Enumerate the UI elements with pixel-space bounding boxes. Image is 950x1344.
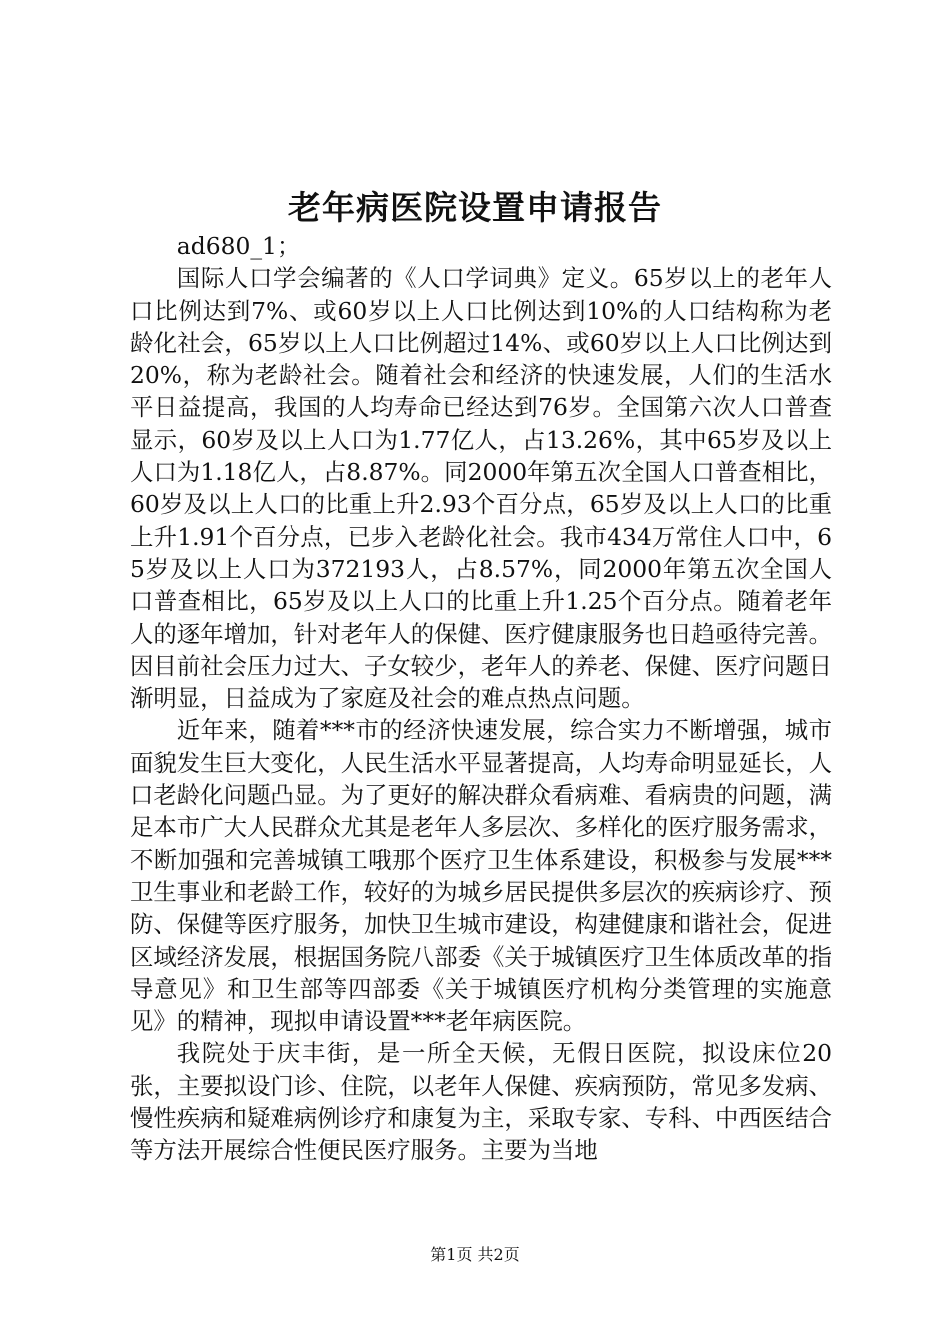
document-title: 老年病医院设置申请报告 [288,188,662,227]
document-body [130,230,832,1167]
paragraph-3: 我院处于庆丰街，是一所全天候，无假日医院，拟设床位20张，主要拟设门诊、住院，以老年人保健、疾病预防，常见多发病、慢性疾病和疑难病例诊疗和康复为主，采取专家、专科、中西医结合等方法开展综合性便民医疗服务。主要为当地 [130,1039,832,1165]
paragraph-2: 近年来，随着***市的经济快速发展，综合实力不断增强，城市面貌发生巨大变化，人民生活水平显著提高，人均寿命明显延长，人口老龄化问题凸显。为了更好的解决群众看病难、看病贵的问题，满足本市广大人民群众尤其是老年人多层次、多样化的医疗服务需求，不断加强和完善城镇工哦那个医疗卫生体系建设，积极参与发展***卫生事业和老龄工作，较好的为城乡居民提供多层次的疾病诊疗、预防、保健等医疗服务，加快卫生城市建设，构建健康和谐社会，促进区域经济发展，根据国务院八部委《关于城镇医疗卫生体质改革的指导意见》和卫生部等四部委《关于城镇医疗机构分类管理的实施意见》的精神，现拟申请设置***老年病医院。 [130,716,832,1036]
paragraph-1: 国际人口学会编著的《人口学词典》定义。65岁以上的老年人口比例达到7%、或60岁以上人口比例达到10%的人口结构称为老龄化社会，65岁以上人口比例超过14%、或60岁以上人口比例达到20%，称为老龄社会。随着社会和经济的快速发展，人们的生活水平日益提高，我国的人均寿命已经达到76岁。全国第六次人口普查显示，60岁及以上人口为1.77亿人，占13.26%，其中65岁及以上人口为1.18亿人，占8.87%。同2000年第五次全国人口普查相比，60岁及以上人口的比重上升2.93个百分点，65岁及以上人口的比重上升1.91个百分点，已步入老龄化社会。我市434万常住人口中，65岁及以上人口为372193人，占8.57%，同2000年第五次全国人口普查相比，65岁及以上人口的比重上升1.25个百分点。随着老年人的逐年增加，针对老年人的保健、医疗健康服务也日趋亟待完善。因目前社会压力过大、子女较少，老年人的养老、保健、医疗问题日渐明显，日益成为了家庭及社会的难点热点问题。 [130,264,832,713]
page-footer: 第1页 共2页 [430,1245,520,1264]
document-code-line: ad680_1； [176,232,301,260]
